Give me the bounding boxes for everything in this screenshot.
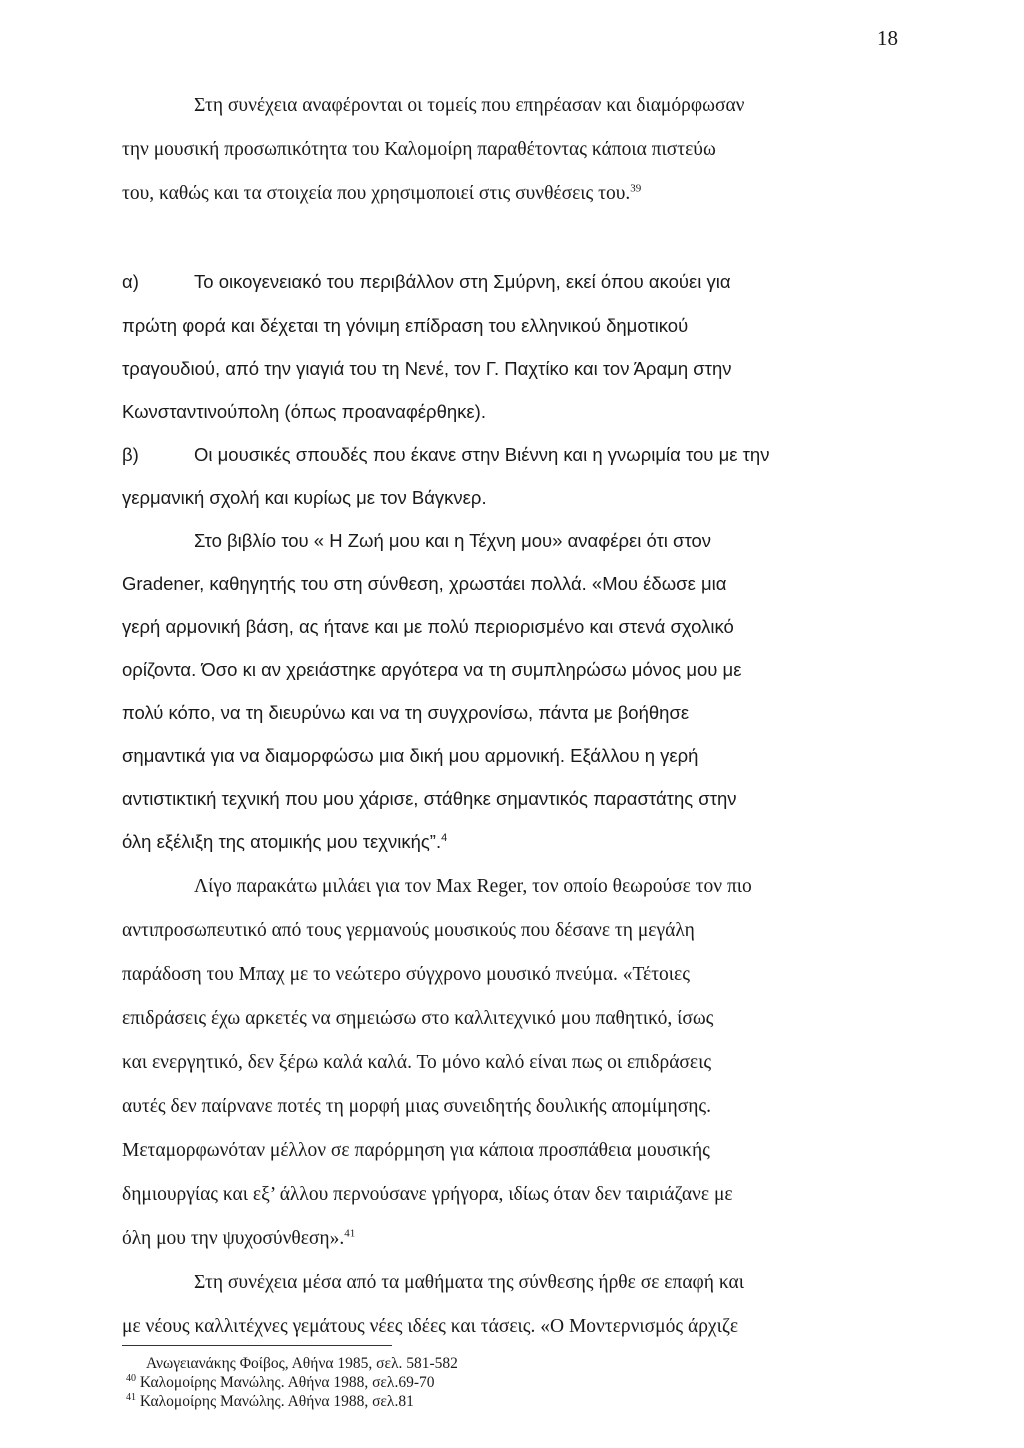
- footnote-ref: 4: [441, 831, 448, 844]
- text-line: Μεταμορφωνόταν μέλλον σε παρόρμηση για κάποια προσπάθεια μουσικής: [122, 1140, 710, 1161]
- footnote-ref: 41: [344, 1227, 356, 1240]
- text-line: Λίγο παρακάτω μιλάει για τον Max Reger, τον οποίο θεωρούσε τον πιο: [194, 876, 752, 897]
- text-line: δημιουργίας και εξ’ άλλου περνούσανε γρήγορα, ιδίως όταν δεν ταιριάζανε με: [122, 1184, 733, 1205]
- text-line: Gradener, καθηγητής του στη σύνθεση, χρωστάει πολλά. «Μου έδωσε μια: [122, 573, 727, 594]
- text-line: και ενεργητικό, δεν ξέρω καλά καλά. Το μόνο καλό είναι πως οι επιδράσεις: [122, 1052, 712, 1073]
- text-line: αντιπροσωπευτικό από τους γερμανούς μουσικούς που δέσανε τη μεγάλη: [122, 920, 695, 941]
- footnote-number: 41: [126, 1391, 136, 1403]
- text-line: πολύ κόπο, να τη διευρύνω και να τη συγχρονίσω, πάντα με βοήθησε: [122, 702, 690, 723]
- footnote: $^{40}$ Καλομοίρης Μανώλης. Αθήνα 1988, σελ.69-70: [126, 1372, 435, 1391]
- text-line: Στη συνέχεια αναφέρονται οι τομείς που επηρέασαν και διαμόρφωσαν: [194, 95, 745, 116]
- text-line: σημαντικά για να διαμορφώσω μια δική μου αρμονική. Εξάλλου η γερή: [122, 745, 699, 766]
- text-line: όλη εξέλιξη της ατομικής μου τεχνικής”.$^4$: [122, 831, 448, 852]
- text-line: Στο βιβλίο του « Η Ζωή μου και η Τέχνη μου» αναφέρει ότι στον: [194, 530, 712, 551]
- text-line: Κωνσταντινούπολη (όπως προαναφέρθηκε).: [122, 401, 486, 422]
- footnote: Ανωγειανάκης Φοίβος, Αθήνα 1985, σελ. 581-582: [146, 1355, 458, 1372]
- footnote-ref: 39: [630, 182, 642, 195]
- text-line: με νέους καλλιτέχνες γεμάτους νέες ιδέες και τάσεις. «Ο Μοντερνισμός άρχιζε: [122, 1316, 739, 1337]
- text-line: Οι μουσικές σπουδές που έκανε στην Βιέννη και η γνωριμία του με την: [194, 444, 770, 465]
- text-line: Το οικογενειακό του περιβάλλον στη Σμύρνη, εκεί όπου ακούει για: [194, 271, 731, 292]
- text-line: επιδράσεις έχω αρκετές να σημειώσω στο καλλιτεχνικό μου παθητικό, ίσως: [122, 1008, 714, 1029]
- text-line: τραγουδιού, από την γιαγιά του τη Νενέ, τον Γ. Παχτίκο και τον Άραμη στην: [122, 358, 732, 379]
- list-label: α): [122, 271, 139, 292]
- text-line: αυτές δεν παίρνανε ποτές τη μορφή μιας συνειδητής δουλικής απομίμησης.: [122, 1096, 711, 1117]
- page-number: 18: [877, 26, 898, 50]
- text-line: του, καθώς και τα στοιχεία που χρησιμοποιεί στις συνθέσεις του.$^{39}$: [122, 182, 642, 204]
- text-line: ορίζοντα. Όσο κι αν χρειάστηκε αργότερα να τη συμπληρώσω μόνος μου με: [122, 659, 742, 680]
- text-line: αντιστικτική τεχνική που μου χάρισε, στάθηκε σημαντικός παραστάτης στην: [122, 788, 737, 809]
- text-line: παράδοση του Μπαχ με το νεώτερο σύγχρονο μουσικό πνεύμα. «Τέτοιες: [122, 964, 690, 985]
- footnote: $^{41}$ Καλομοίρης Μανώλης. Αθήνα 1988, σελ.81: [126, 1391, 414, 1410]
- footnote-divider: [122, 1345, 392, 1346]
- text-line: πρώτη φορά και δέχεται τη γόνιμη επίδραση του ελληνικού δημοτικού: [122, 315, 689, 336]
- footnote-number: 40: [126, 1372, 136, 1384]
- text-line: γερή αρμονική βάση, ας ήτανε και με πολύ περιορισμένο και στενά σχολικό: [122, 616, 734, 637]
- text-line: Στη συνέχεια μέσα από τα μαθήματα της σύνθεσης ήρθε σε επαφή και: [194, 1272, 744, 1293]
- text-line: την μουσική προσωπικότητα του Καλομοίρη παραθέτοντας κάποια πιστεύω: [122, 139, 716, 160]
- text-line: όλη μου την ψυχοσύνθεση».$^{41}$: [122, 1227, 356, 1249]
- list-label: β): [122, 444, 139, 465]
- text-line: γερμανική σχολή και κυρίως με τον Βάγκνερ.: [122, 487, 487, 508]
